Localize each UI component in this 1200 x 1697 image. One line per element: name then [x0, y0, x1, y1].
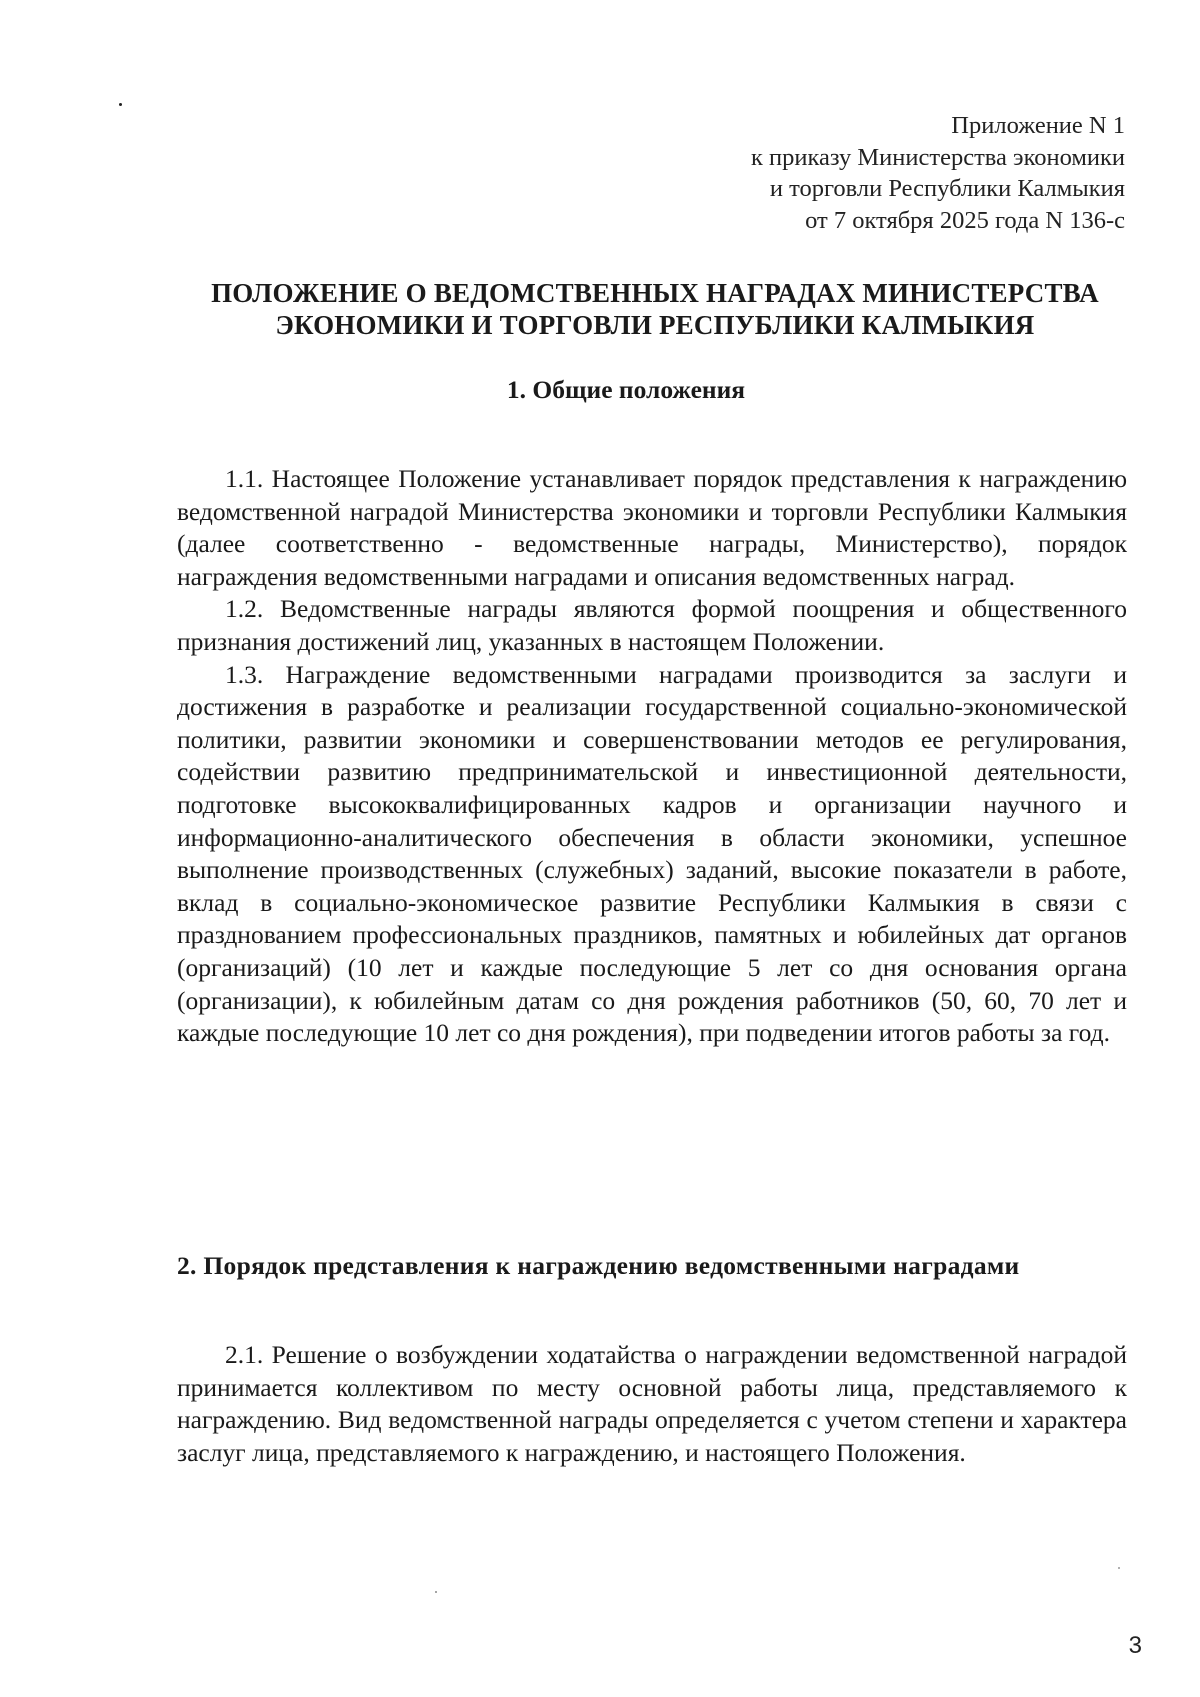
paragraph-1-2: 1.2. Ведомственные награды являются формой поощрения и общественного признания достижений лиц, указанных в настоящем Положении.	[177, 594, 1127, 656]
scan-speck	[1118, 1567, 1120, 1569]
scan-speck	[119, 103, 122, 106]
section-1-body	[177, 463, 1127, 1050]
section-2-body	[177, 1339, 1127, 1469]
appendix-line: Приложение N 1	[951, 112, 1125, 139]
appendix-note	[751, 110, 1125, 236]
page-number: 3	[1128, 1632, 1142, 1659]
document-title-line: ЭКОНОМИКИ И ТОРГОВЛИ РЕСПУБЛИКИ КАЛМЫКИЯ	[275, 310, 1035, 340]
document-title-line: ПОЛОЖЕНИЕ О ВЕДОМСТВЕННЫХ НАГРАДАХ МИНИСТЕРСТВА	[211, 278, 1099, 308]
document-title	[170, 277, 1140, 341]
appendix-line: и торговли Республики Калмыкия	[769, 175, 1125, 202]
section-2-heading: 2. Порядок представления к награждению ведомственными наградами	[177, 1251, 1020, 1280]
paragraph-2-1: 2.1. Решение о возбуждении ходатайства о награждении ведомственной наградой принимается коллективом по месту основной работы лица, представляемого к награждению. Вид ведомственной награды определяется с учетом степени и характера заслуг лица, представляемого к награждению, и настоящего Положения.	[177, 1340, 1127, 1467]
scan-speck	[435, 1591, 437, 1593]
paragraph-1-3: 1.3. Награждение ведомственными наградами производится за заслуги и достижения в разработке и реализации государственной социально-экономической политики, развитии экономики и совершенствовании методов ее регулирования, содействии развитию предпринимательской и инвестиционной деятельности, подготовке высококвалифицированных кадров и организации научного и информационно-аналитического обеспечения в области экономики, успешное выполнение производственных (служебных) заданий, высокие показатели в работе, вклад в социально-экономическое развитие Республики Калмыкия в связи с празднованием профессиональных праздников, памятных и юбилейных дат органов (организаций) (10 лет и каждые последующие 5 лет со дня основания органа (организации), к юбилейным датам со дня рождения работников (50, 60, 70 лет и каждые последующие 10 лет со дня рождения), при подведении итогов работы за год.	[177, 659, 1127, 1048]
appendix-line: к приказу Министерства экономики	[750, 143, 1125, 171]
appendix-line: от 7 октября 2025 года N 136-с	[805, 206, 1125, 234]
section-1-heading: 1. Общие положения	[506, 375, 746, 404]
paragraph-1-1: 1.1. Настоящее Положение устанавливает порядок представления к награждению ведомственной наградой Министерства экономики и торговли Республики Калмыкия (далее соответственно - ведомственные награды, Министерство), порядок награждения ведомственными наградами и описания ведомственных наград.	[177, 464, 1127, 591]
